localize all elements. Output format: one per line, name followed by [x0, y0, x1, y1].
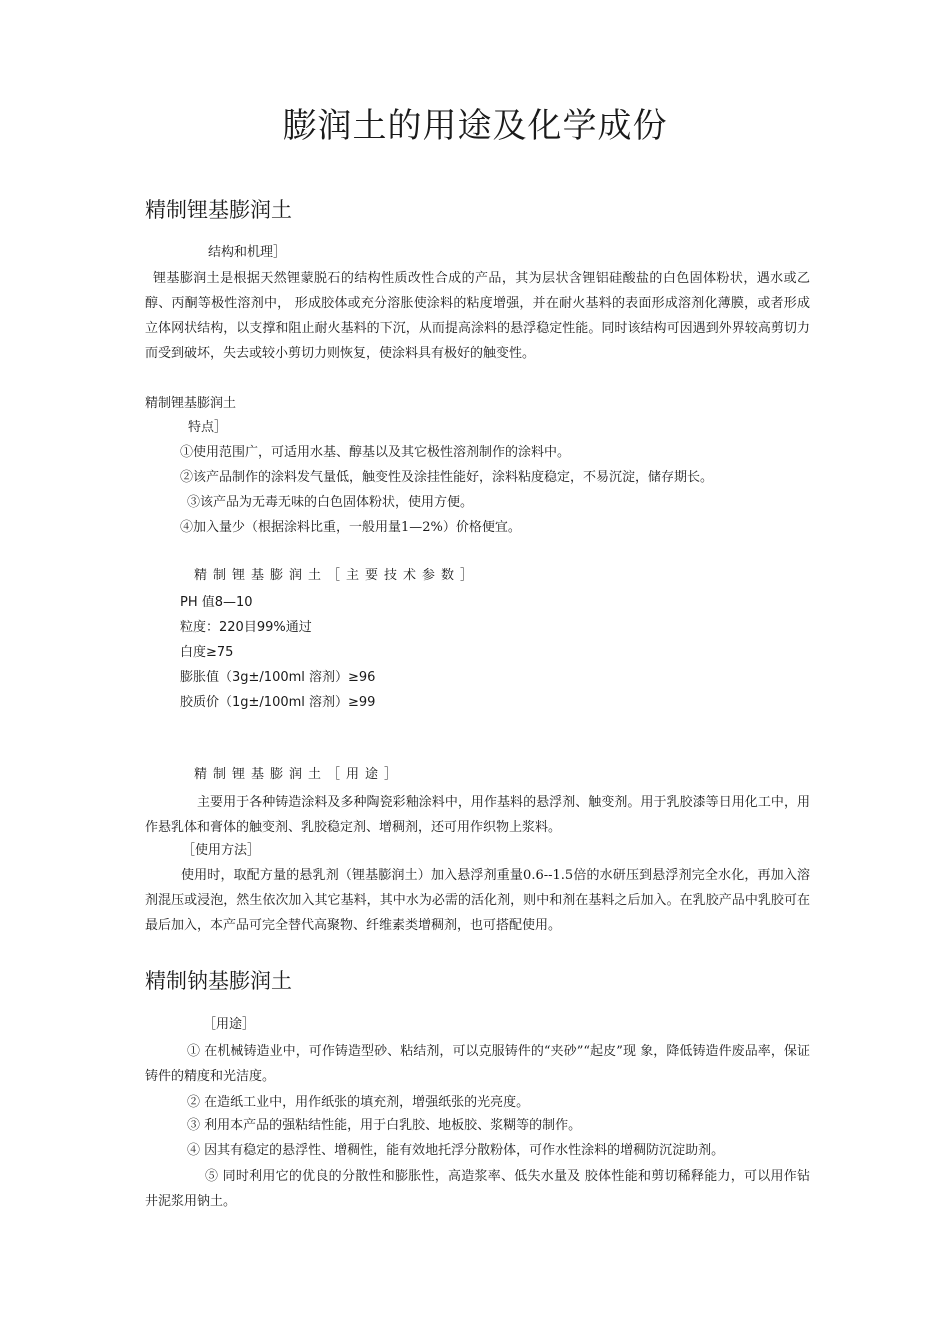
sodium-usage-label: ［用途］: [203, 1017, 256, 1032]
feature-item: ③该产品为无毒无味的白色固体粉状，使用方便。: [187, 495, 474, 510]
section-heading-sodium: 精制钠基膨润土: [145, 969, 292, 993]
param-item: 白度≥75: [180, 645, 234, 660]
sodium-usage-item: ④ 因其有稳定的悬浮性、增稠性，能有效地托浮分散粉体，可作水性涂料的增稠防沉淀助剂。: [187, 1143, 725, 1158]
feature-item: ②该产品制作的涂料发气量低，触变性及涂挂性能好，涂料粘度稳定，不易沉淀，储存期长。: [180, 470, 714, 485]
page-title: 膨润土的用途及化学成份: [282, 106, 668, 146]
sodium-usage-item: ③ 利用本产品的强粘结性能，用于白乳胶、地板胶、浆糊等的制作。: [187, 1118, 582, 1133]
sodium-usage-item: ⑤ 同时利用它的优良的分散性和膨胀性，高造浆率、低失水量及 胶体性能和剪切稀释能力，可以用作钻井泥浆用钠土。: [145, 1169, 810, 1209]
structure-paragraph: 锂基膨润土是根据天然锂蒙脱石的结构性质改性合成的产品，其为层状含锂铝硅酸盐的白色固体粉状，遇水或乙醇、丙酮等极性溶剂中， 形成胶体或充分溶胀使涂料的粘度增强，并在耐火基料的表面形成溶剂化薄膜，或者形成立体网状结构，以支撑和阻止耐火基料的下沉，从而提高涂料的悬浮稳定性能。同时该结构可因遇到外界较高剪切力而受到破坏，失去或较小剪切力则恢复，使涂料具有极好的触变性。: [145, 271, 810, 361]
param-item: 粒度：220目99%通过: [180, 620, 312, 635]
feature-item: ④加入量少（根据涂料比重，一般用量1—2%）价格便宜。: [180, 520, 521, 535]
param-item: PH 值8—10: [180, 595, 253, 610]
feature-item: ①使用范围广，可适用水基、醇基以及其它极性溶剂制作的涂料中。: [180, 445, 571, 460]
features-heading: 精制锂基膨润土: [145, 396, 237, 411]
method-paragraph: 使用时，取配方量的悬乳剂（锂基膨润土）加入悬浮剂重量0.6--1.5倍的水研压到悬浮剂完全水化，再加入溶剂混压或浸泡，然生依次加入其它基料，其中水为必需的活化剂，则中和剂在基料之后加入。在乳胶产品中乳胶可在最后加入，本产品可完全替代高聚物、纤维素类增稠剂，也可搭配使用。: [145, 868, 810, 933]
params-label: 精制锂基膨润土［主要技术参数］: [194, 568, 480, 583]
usage-label: 精制锂基膨润土［用途］: [194, 767, 404, 782]
method-label: ［使用方法］: [182, 843, 261, 858]
features-label: 特点］: [188, 420, 228, 435]
param-item: 膨胀值（3g±/100ml 溶剂）≥96: [180, 670, 376, 685]
structure-label: 结构和机理］: [208, 245, 287, 260]
param-item: 胶质价（1g±/100ml 溶剂）≥99: [180, 695, 376, 710]
sodium-usage-item: ① 在机械铸造业中，可作铸造型砂、粘结剂，可以克服铸件的“夹砂”“起皮”现 象，降低铸造件废品率，保证铸件的精度和光洁度。: [145, 1044, 810, 1084]
section-heading-lithium: 精制锂基膨润土: [145, 198, 292, 222]
usage-paragraph: 主要用于各种铸造涂料及多种陶瓷彩釉涂料中，用作基料的悬浮剂、触变剂。用于乳胶漆等日用化工中，用作悬乳体和膏体的触变剂、乳胶稳定剂、增稠剂，还可用作织物上浆料。: [145, 795, 810, 835]
sodium-usage-item: ② 在造纸工业中，用作纸张的填充剂，增强纸张的光亮度。: [187, 1095, 530, 1110]
